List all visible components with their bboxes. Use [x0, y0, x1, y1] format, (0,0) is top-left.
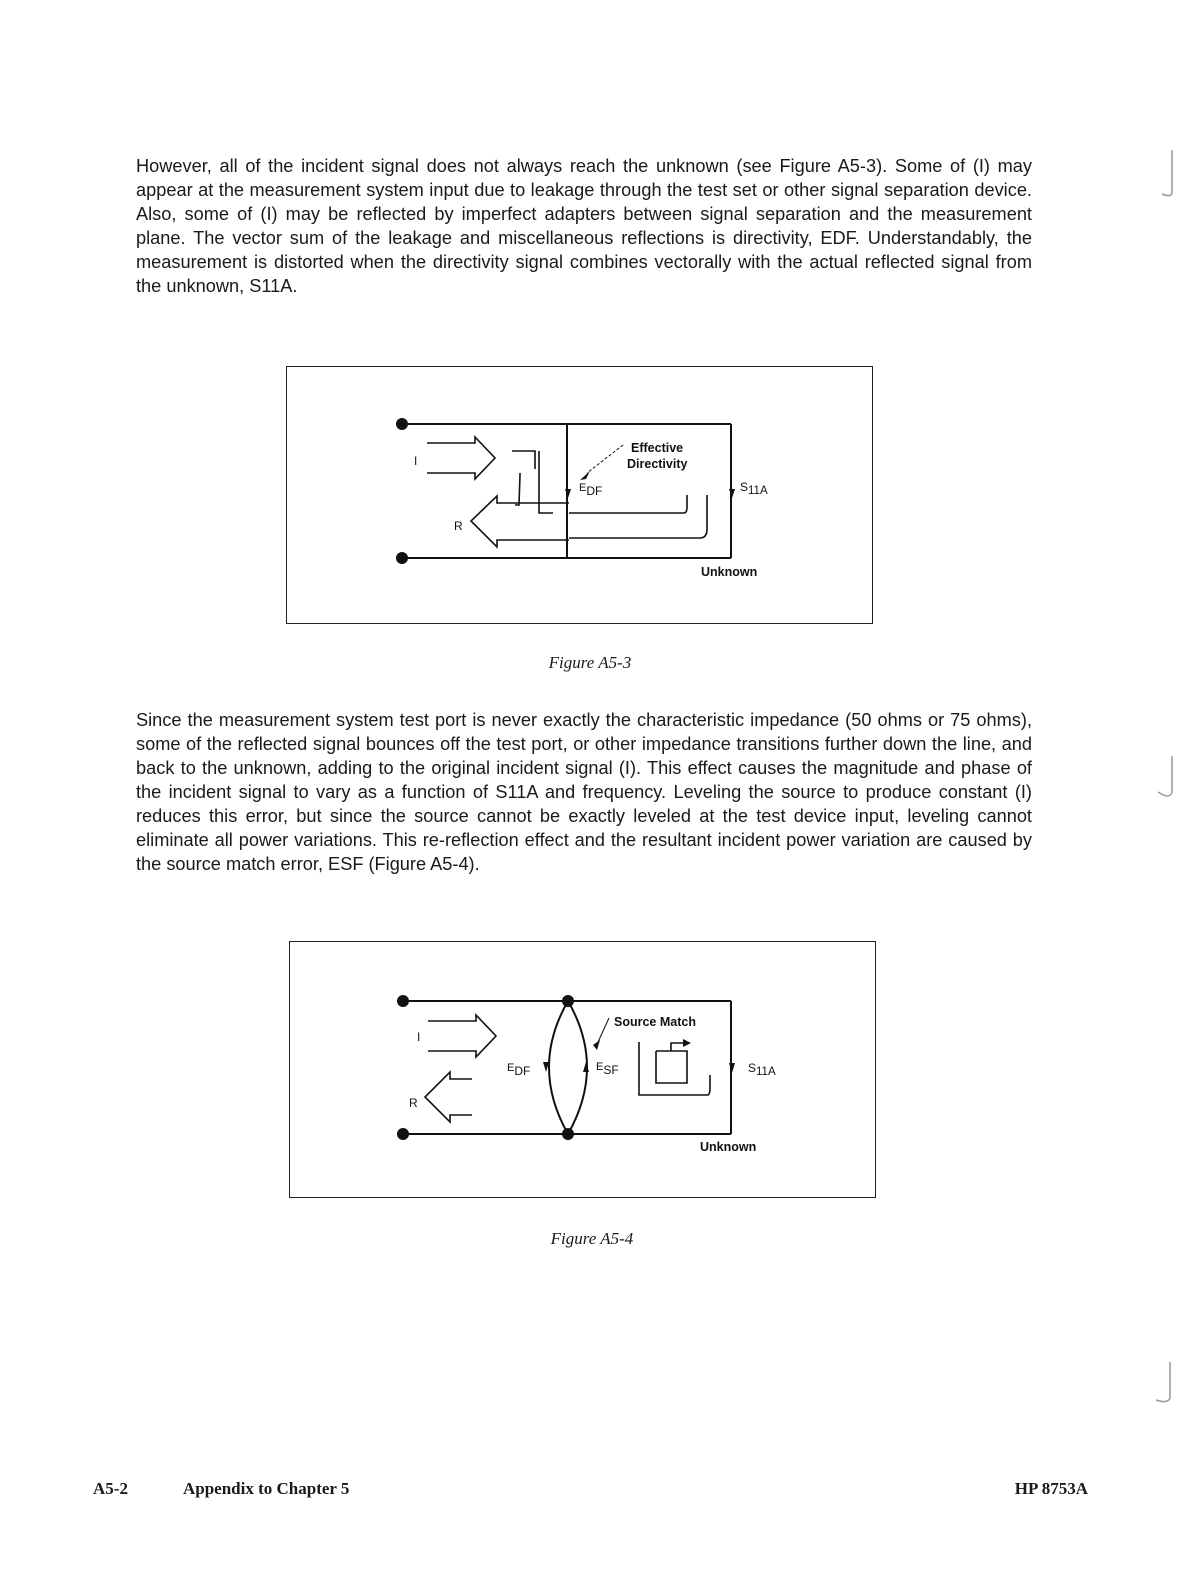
reflected-arrow	[471, 496, 569, 547]
source-match-label: Source Match	[614, 1015, 696, 1029]
port-dot-bottom	[397, 1128, 409, 1140]
figure-a5-3	[286, 366, 873, 624]
edf-label: EDF	[579, 482, 603, 498]
figure-a5-3-caption: Figure A5-3	[548, 653, 632, 672]
unknown-label: Unknown	[700, 1140, 757, 1154]
figure-a5-4-caption: Figure A5-4	[550, 1229, 634, 1248]
footer-page-number: A5-2	[93, 1479, 128, 1498]
esf-label: ESF	[596, 1061, 619, 1077]
binder-hole-mark	[1146, 1356, 1186, 1416]
junction-dot-top	[562, 995, 574, 1007]
port-dot-top	[397, 995, 409, 1007]
rereflection-loop-inner	[656, 1051, 687, 1083]
binder-hole-mark	[1148, 752, 1188, 812]
paragraph-directivity: However, all of the incident signal does not always reach the unknown (see Figure A5-3). Some of (I) may appear at the measurement system input due to leakage through the test set or other signal separation device. Also, some of (I) may be reflected by imperfect adapters between signal separation and the measurement plane. The vector sum of the leakage and miscellaneous reflections is directivity, EDF. Understandably, the measurement is distorted when the directivity signal combines vectorally with the actual reflected signal from the unknown, S11A.	[136, 156, 1032, 296]
discontinuity-right-arc	[568, 1001, 587, 1134]
label-r: R	[409, 1096, 418, 1110]
reflected-arrow	[425, 1072, 472, 1122]
port-dot-bottom	[396, 552, 408, 564]
effective-label: Effective	[631, 441, 684, 455]
edf-label: EDF	[507, 1062, 531, 1078]
unknown-label: Unknown	[701, 565, 758, 579]
paragraph-source-match: Since the measurement system test port is never exactly the characteristic impedance (50 ohms or 75 ohms), some of the reflected signal bounces off the test port, or other impedance transitions further down the line, and back to the unknown, adding to the original incident signal (I). This effect causes the magnitude and phase of the incident signal to vary as a function of S11A and frequency. Leveling the source to produce constant (I) reduces this error, but since the source cannot be exactly leveled at the test device input, leveling cannot eliminate all power variations. This re-reflection effect and the resultant incident power variation are caused by the source match error, ESF (Figure A5-4).	[136, 710, 1032, 874]
footer-chapter: Appendix to Chapter 5	[183, 1479, 350, 1498]
discontinuity-left-arc	[549, 1001, 568, 1134]
label-i: I	[414, 454, 418, 468]
junction-dot-bottom	[562, 1128, 574, 1140]
source-match-diagram	[290, 942, 875, 1197]
figure-a5-4	[289, 941, 876, 1198]
incident-arrow	[428, 1015, 496, 1057]
directivity-label: Directivity	[627, 457, 688, 471]
port-dot-top	[396, 418, 408, 430]
directivity-diagram	[287, 367, 872, 623]
binder-hole-mark	[1148, 146, 1188, 206]
rereflection-loop-outer	[639, 1042, 710, 1095]
footer-model: HP 8753A	[1014, 1479, 1088, 1498]
s11a-label: S11A	[748, 1061, 776, 1078]
label-r: R	[454, 519, 463, 533]
s11a-label: S11A	[740, 480, 768, 497]
label-i: I	[417, 1030, 421, 1044]
incident-arrow	[427, 437, 495, 479]
